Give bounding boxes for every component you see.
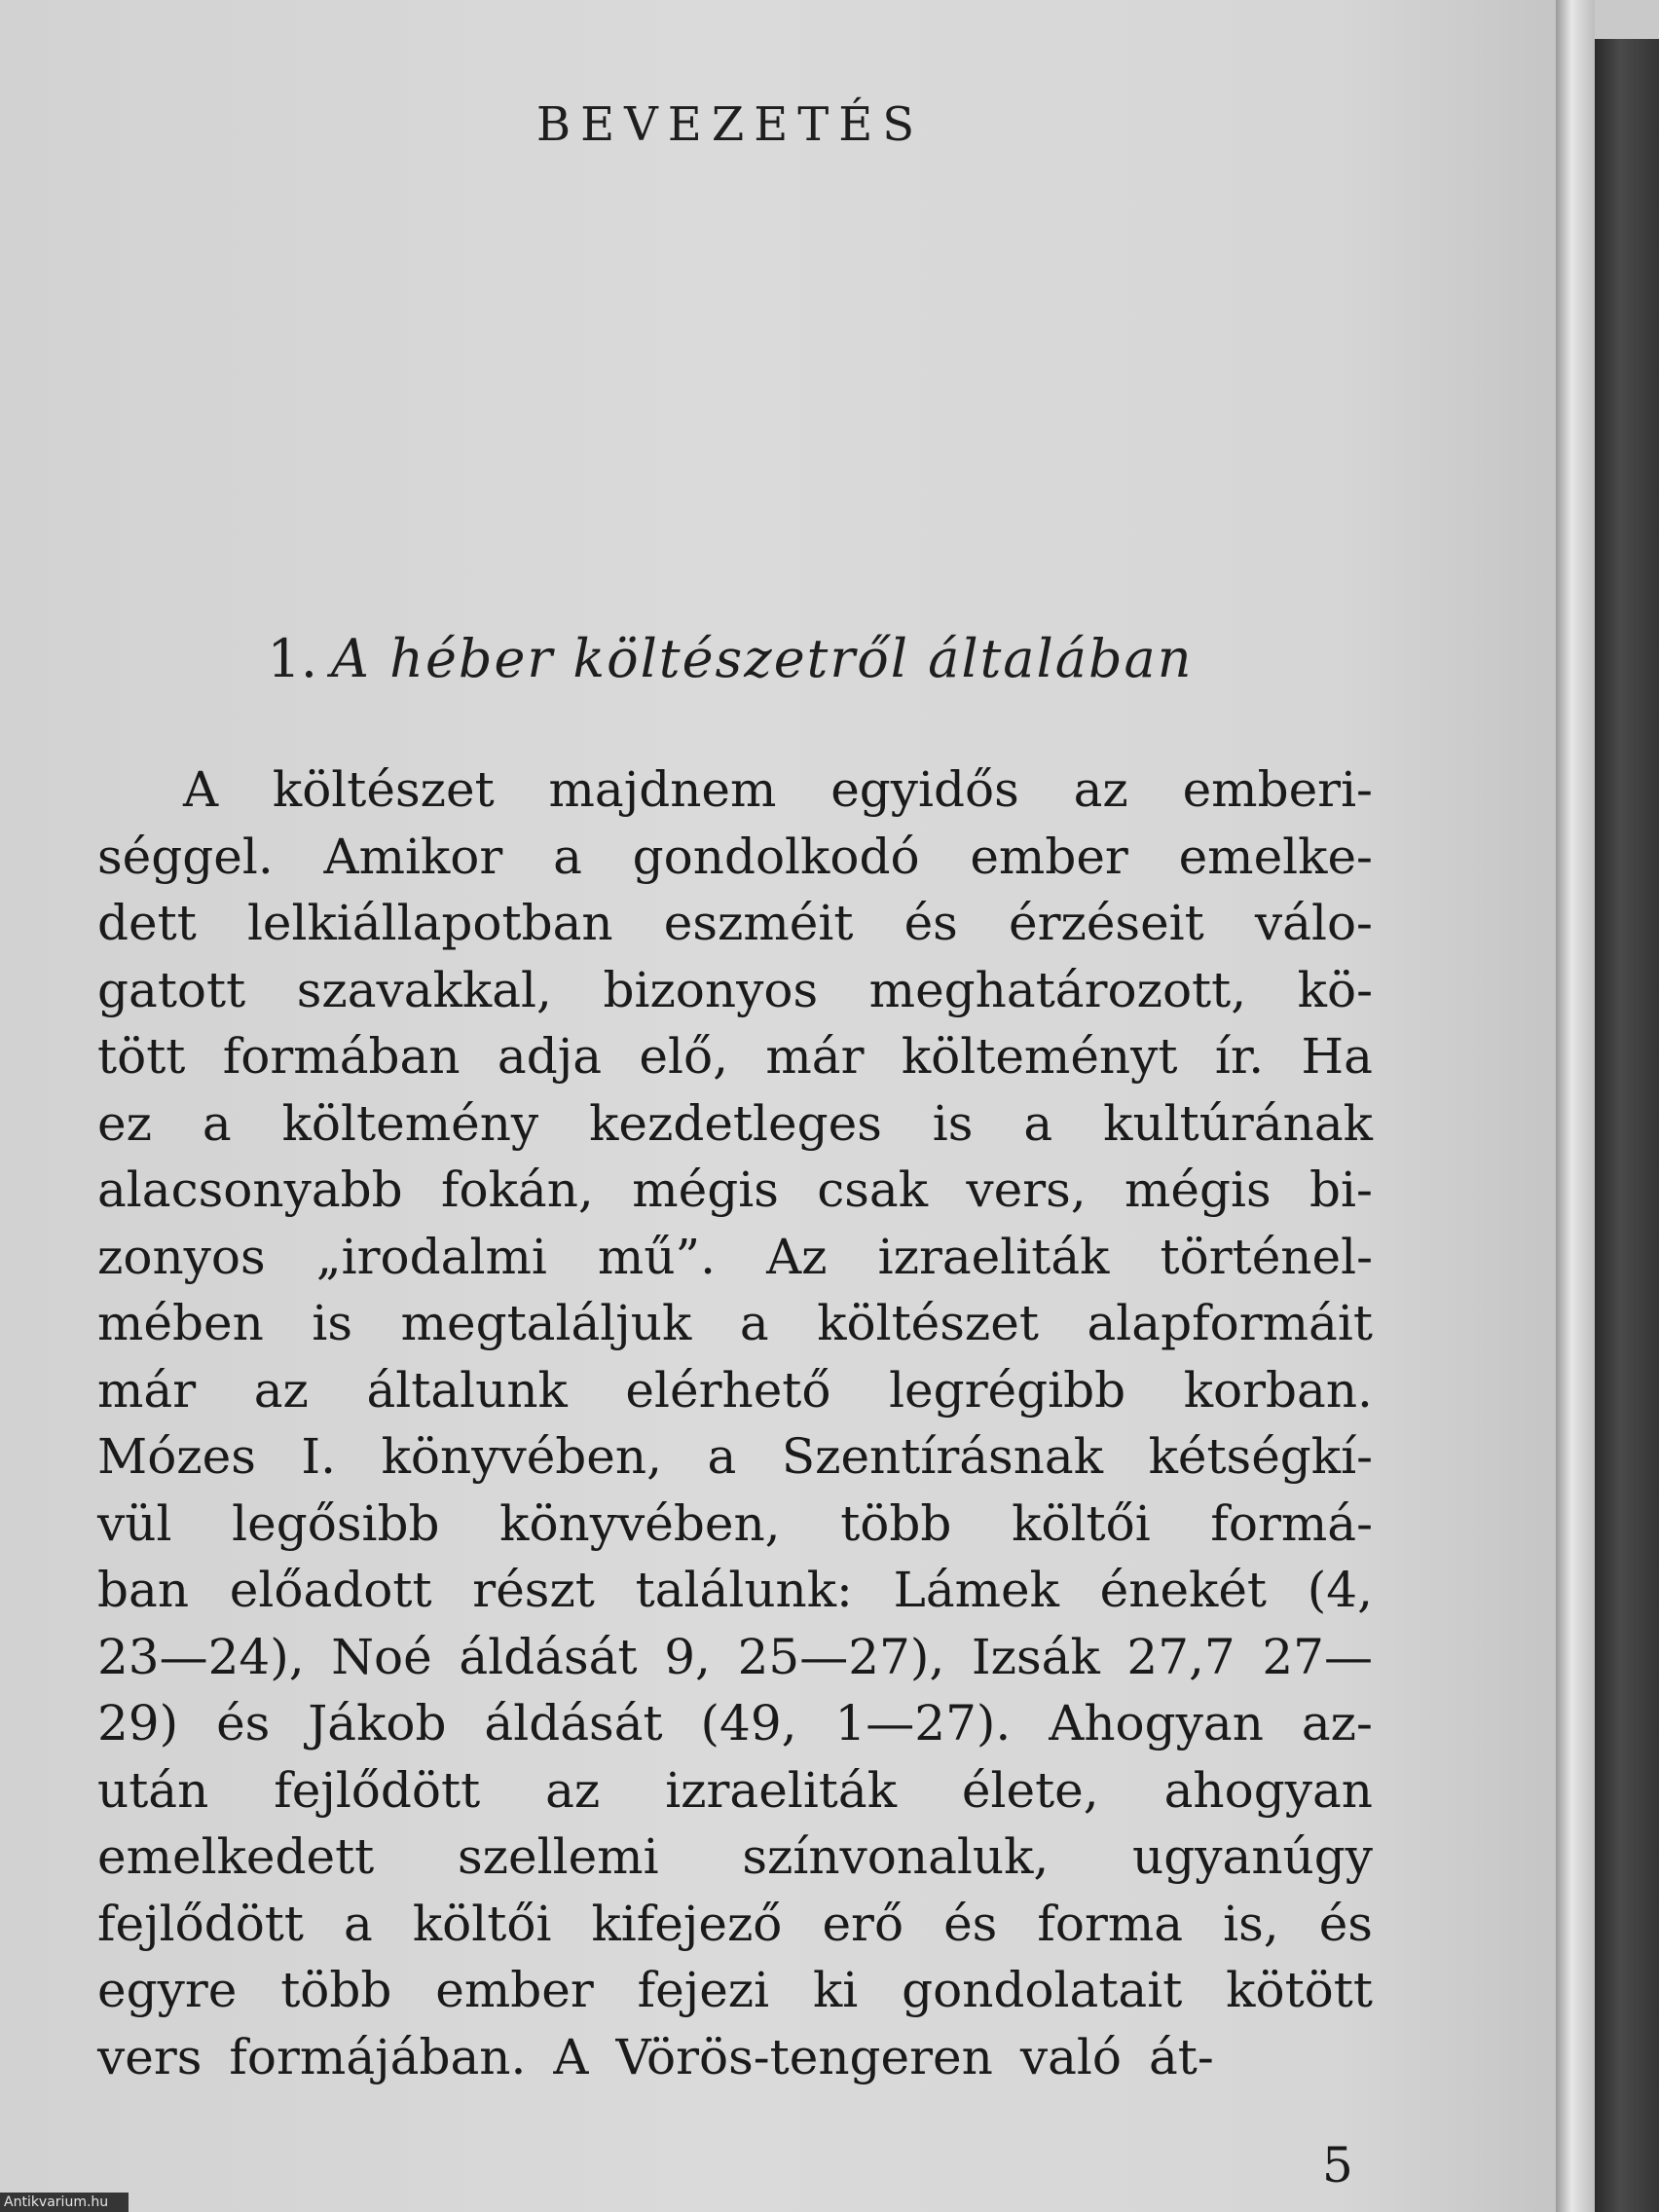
word: 27,7 (1126, 1628, 1235, 1685)
word: ez (97, 1094, 152, 1152)
word: Amikor (323, 828, 503, 885)
word: énekét (1099, 1562, 1268, 1618)
text-line (97, 1557, 1373, 1624)
word: áldását (484, 1695, 663, 1751)
word: érzéseit (1008, 895, 1204, 951)
word: Jákob (308, 1695, 447, 1751)
word: fejlődött (274, 1761, 481, 1819)
word: lelkiállapotban (246, 895, 613, 951)
word: Lámek (893, 1562, 1059, 1618)
word: és (1318, 1895, 1373, 1952)
word: csak (817, 1161, 928, 1218)
page-number: 5 (1322, 2137, 1353, 2194)
word: legősibb (232, 1494, 440, 1552)
word: vers, (966, 1161, 1087, 1218)
word: színvonaluk, (742, 1828, 1050, 1885)
word: A (183, 761, 219, 818)
text-line (97, 1824, 1373, 1891)
word: kötött (1226, 1962, 1373, 2018)
word: emelkedett (97, 1828, 375, 1885)
word: szavakkal, (296, 961, 552, 1018)
word: 1—27). (834, 1695, 1012, 1751)
word: gondolkodó (632, 828, 920, 885)
text-line (97, 1423, 1373, 1491)
word: legrégibb (889, 1361, 1126, 1419)
word: ban (97, 1562, 190, 1618)
word: formában (222, 1028, 461, 1085)
watermark: Antikvarium.hu (0, 2193, 129, 2212)
word: „irodalmi (315, 1228, 547, 1285)
word: bi- (1309, 1161, 1373, 1218)
word: ember (970, 828, 1128, 885)
word: is (932, 1094, 974, 1152)
word: át- (1149, 2028, 1214, 2085)
word: bizonyos (603, 961, 819, 1018)
word: erő (822, 1895, 904, 1952)
word: élete, (961, 1761, 1099, 1819)
word: Noé (331, 1628, 432, 1685)
word: emberi- (1182, 761, 1373, 818)
word: adja (497, 1028, 603, 1085)
word: Ha (1301, 1028, 1373, 1085)
text-line (97, 1023, 1373, 1090)
word: költészet (817, 1295, 1039, 1351)
text-line (97, 1624, 1373, 1691)
word: az (1073, 761, 1128, 818)
word: Mózes (97, 1428, 256, 1485)
word: (4, (1307, 1562, 1373, 1618)
word: korban. (1183, 1361, 1373, 1419)
word: mében (97, 1295, 264, 1351)
word: alacsonyabb (97, 1161, 403, 1218)
word: ki (812, 1962, 859, 2018)
word: Ahogyan (1049, 1695, 1264, 1751)
text-line (97, 1690, 1373, 1757)
word: általunk (366, 1361, 568, 1419)
word: Izsák (971, 1628, 1100, 1685)
word: Vörös-tengeren (615, 2028, 993, 2085)
text-line (97, 756, 1373, 824)
word: elő, (639, 1028, 728, 1085)
word: vül (97, 1494, 172, 1552)
word: formájában. (229, 2028, 527, 2085)
word: és (943, 1895, 998, 1952)
text-line (97, 957, 1373, 1024)
word: is, (1223, 1895, 1279, 1952)
word: költemény (281, 1094, 539, 1152)
word: kezdetleges (589, 1094, 882, 1152)
word: több (840, 1494, 952, 1552)
text-line (97, 890, 1373, 957)
word: gondolatait (902, 1962, 1183, 2018)
word: a (1023, 1094, 1053, 1152)
word: megtaláljuk (400, 1295, 692, 1351)
word: izraeliták (877, 1228, 1110, 1285)
text-line (97, 824, 1373, 891)
word: ember (435, 1962, 594, 2018)
word: gatott (97, 961, 246, 1018)
word: a (707, 1428, 737, 1485)
text-line (97, 1357, 1373, 1424)
word: eszméit (663, 895, 854, 951)
word: a (553, 828, 582, 885)
word: való (1019, 2028, 1122, 2085)
word: kultúrának (1103, 1094, 1373, 1152)
word: több (280, 1962, 392, 2018)
word: izraeliták (665, 1761, 898, 1819)
word: is (312, 1295, 353, 1351)
chapter-heading: BEVEZETÉS (535, 97, 925, 152)
word: szellemi (458, 1828, 659, 1885)
word: séggel. (97, 828, 274, 885)
word: történel- (1160, 1228, 1373, 1285)
book-cover-edge (1595, 39, 1659, 2212)
text-line (97, 1090, 1373, 1158)
section-number: 1. (267, 628, 317, 689)
section-title: A héber költészetről általában (331, 628, 1194, 689)
word: és (216, 1695, 271, 1751)
word: találunk: (635, 1562, 853, 1618)
word: az (545, 1761, 601, 1819)
word: mégis (1124, 1161, 1272, 1218)
word: emelke- (1178, 828, 1373, 885)
binding-gutter (1556, 0, 1595, 2212)
word: vers (97, 2028, 203, 2085)
word: kétségkí- (1148, 1428, 1373, 1485)
word: könyvében, (499, 1494, 781, 1552)
text-line (97, 1290, 1373, 1357)
word: (49, (700, 1695, 797, 1751)
word: fokán, (441, 1161, 594, 1218)
word: majdnem (548, 761, 777, 818)
word: mégis (632, 1161, 779, 1218)
word: az- (1301, 1695, 1373, 1751)
word: 27— (1262, 1628, 1373, 1685)
text-line (97, 1491, 1373, 1558)
word: a (202, 1094, 232, 1152)
word: a (344, 1895, 373, 1952)
word: tött (97, 1028, 186, 1085)
word: ahogyan (1163, 1761, 1373, 1819)
text-line (97, 1157, 1373, 1224)
word: költészet (272, 761, 495, 818)
word: kö- (1297, 961, 1373, 1018)
word: már (765, 1028, 865, 1085)
text-line (97, 1891, 1373, 1958)
word: részt (472, 1562, 595, 1618)
word: áldását (459, 1628, 638, 1685)
text-line (97, 2024, 1373, 2091)
word: meghatározott, (868, 961, 1247, 1018)
word: egyre (97, 1962, 238, 2018)
word: A (553, 2028, 589, 2085)
word: dett (97, 895, 197, 951)
word: fejezi (637, 1962, 770, 2018)
word: könyvében, (381, 1428, 662, 1485)
word: ír. (1214, 1028, 1265, 1085)
word: zonyos (97, 1228, 266, 1285)
word: 25—27), (737, 1628, 945, 1685)
text-line (97, 1224, 1373, 1291)
text-line (97, 1957, 1373, 2024)
word: költeményt (901, 1028, 1178, 1085)
word: válo- (1254, 895, 1373, 951)
word: után (97, 1761, 209, 1819)
word: I. (301, 1428, 337, 1485)
word: fejlődött (97, 1895, 304, 1952)
word: egyidős (830, 761, 1019, 818)
word: 29) (97, 1695, 179, 1751)
body-text (97, 756, 1373, 2090)
word: és (903, 895, 958, 951)
word: ugyanúgy (1132, 1828, 1373, 1885)
section-heading (0, 628, 1460, 689)
word: Szentírásnak (781, 1428, 1104, 1485)
word: kifejező (591, 1895, 783, 1952)
word: 9, (664, 1628, 711, 1685)
word: költői (1012, 1494, 1151, 1552)
word: alapformáit (1087, 1295, 1373, 1351)
word: az (253, 1361, 309, 1419)
word: formá- (1210, 1494, 1373, 1552)
word: forma (1037, 1895, 1184, 1952)
word: 23—24), (97, 1628, 305, 1685)
word: mű”. (597, 1228, 716, 1285)
word: előadott (229, 1562, 432, 1618)
word: Az (766, 1228, 828, 1285)
word: elérhető (625, 1361, 831, 1419)
word: már (97, 1361, 197, 1419)
word: költői (412, 1895, 552, 1952)
text-line (97, 1757, 1373, 1825)
word: a (739, 1295, 769, 1351)
